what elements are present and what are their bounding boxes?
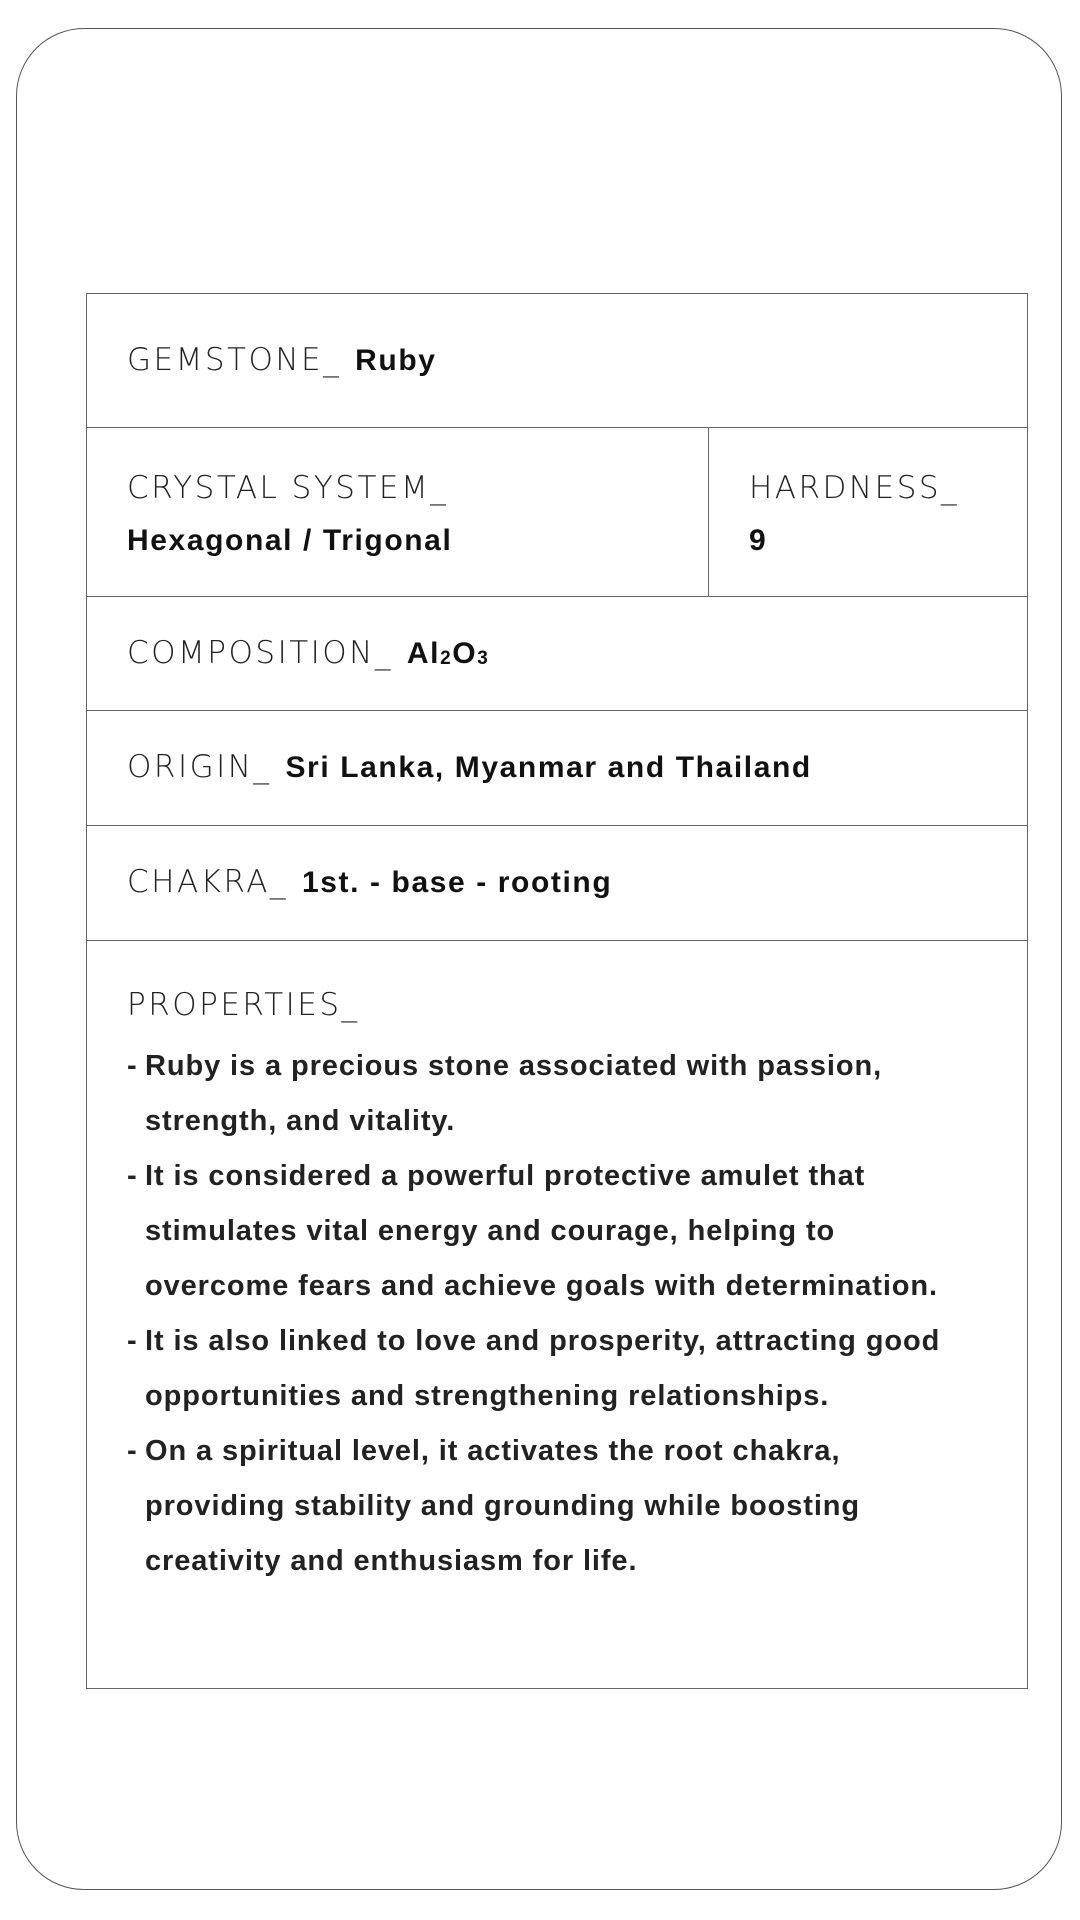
crystal-system-label: CRYSTAL SYSTEM_ — [127, 470, 449, 506]
chakra-value: 1st. - base - rooting — [301, 866, 613, 899]
gemstone-field — [127, 342, 437, 378]
gemstone-row — [87, 294, 1027, 428]
property-item — [127, 1424, 987, 1589]
hardness-value: 9 — [749, 524, 768, 557]
composition-formula — [407, 637, 489, 671]
chakra-field — [127, 864, 612, 900]
formula-subscript-2: 2 — [440, 648, 453, 669]
hardness-label: HARDNESS_ — [749, 470, 960, 506]
gemstone-info-sheet — [86, 293, 1028, 1689]
property-text: It is considered a powerful protective amulet that stimulates vital energy and courage, helping to overcome fears and achieve goals with determination. — [145, 1160, 938, 1302]
properties-list — [127, 1039, 987, 1589]
formula-element-o: O — [452, 637, 478, 670]
property-text: On a spiritual level, it activates the root chakra, providing stability and grounding while boosting creativity and enthusiasm for life. — [145, 1435, 860, 1577]
property-item — [127, 1149, 987, 1314]
composition-label: COMPOSITION_ — [127, 635, 393, 671]
properties-row — [87, 941, 1027, 1688]
formula-element-al: Al — [406, 637, 441, 670]
bullet-dash: - — [127, 1160, 138, 1192]
composition-field — [127, 635, 489, 671]
property-item — [127, 1314, 987, 1424]
properties-label: PROPERTIES_ — [127, 987, 360, 1023]
crystal-system-cell — [87, 428, 709, 596]
bullet-dash: - — [127, 1050, 138, 1082]
chakra-row — [87, 826, 1027, 941]
bullet-dash: - — [127, 1435, 138, 1467]
crystal-system-value: Hexagonal / Trigonal — [127, 524, 453, 557]
gemstone-value: Ruby — [355, 344, 437, 377]
property-item — [127, 1039, 987, 1149]
formula-subscript-3: 3 — [477, 648, 490, 669]
bullet-dash: - — [127, 1325, 138, 1357]
gemstone-label: GEMSTONE_ — [127, 342, 342, 378]
composition-row — [87, 597, 1027, 711]
hardness-cell — [709, 428, 1029, 596]
origin-label: ORIGIN_ — [127, 749, 272, 785]
origin-field — [127, 749, 812, 785]
property-text: Ruby is a precious stone associated with passion, strength, and vitality. — [145, 1050, 883, 1137]
gemstone-card — [16, 28, 1062, 1890]
origin-value: Sri Lanka, Myanmar and Thailand — [285, 751, 812, 784]
origin-row — [87, 711, 1027, 826]
chakra-label: CHAKRA_ — [127, 864, 288, 900]
crystal-hardness-row — [87, 428, 1027, 597]
property-text: It is also linked to love and prosperity, attracting good opportunities and strengthening relationships. — [145, 1325, 941, 1412]
